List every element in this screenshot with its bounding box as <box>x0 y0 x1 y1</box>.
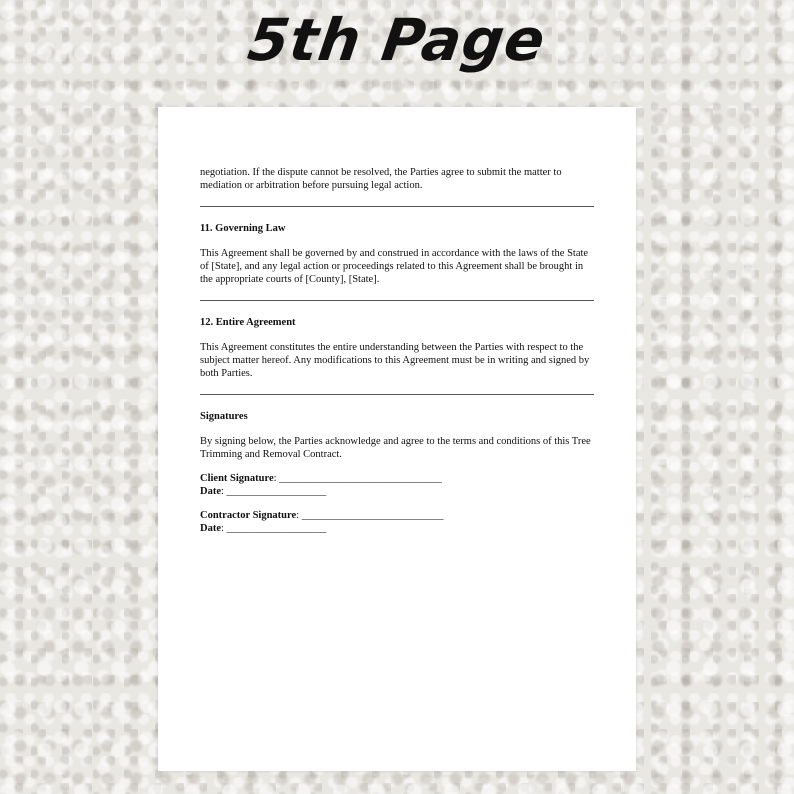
client-date-label: Date <box>200 486 221 497</box>
section-heading-signatures: Signatures <box>200 411 248 422</box>
document-page <box>158 107 636 771</box>
intro-paragraph: negotiation. If the dispute cannot be resolved, the Parties agree to submit the matter to mediation or arbitration before pursuing legal action. <box>200 167 562 191</box>
section-divider <box>200 394 594 395</box>
contractor-signature-line <box>200 509 594 522</box>
section-divider <box>200 206 594 207</box>
section-divider <box>200 300 594 301</box>
client-signature-line <box>200 472 594 485</box>
contractor-date-label: Date <box>200 523 221 534</box>
section-body-governing-law: This Agreement shall be governed by and construed in accordance with the laws of the State of [State], and any legal action or proceedings related to this Agreement shall be brought in the appropriate courts of [County], [State]. <box>200 248 589 285</box>
contractor-date-blank: : ___________________ <box>221 523 327 534</box>
section-heading-entire-agreement: 12. Entire Agreement <box>200 317 296 328</box>
document-content <box>200 166 594 535</box>
page-banner-title: 5th Page <box>244 6 550 74</box>
contractor-signature-blank: : ___________________________ <box>296 510 444 521</box>
contractor-signature-label: Contractor Signature <box>200 510 297 521</box>
client-date-line <box>200 485 594 498</box>
client-date-blank: : ___________________ <box>221 486 327 497</box>
contractor-date-line <box>200 522 594 535</box>
section-body-signatures: By signing below, the Parties acknowledge and agree to the terms and conditions of this Tree Trimming and Removal Contract. <box>200 436 591 460</box>
client-signature-blank: : _______________________________ <box>273 473 442 484</box>
section-body-entire-agreement: This Agreement constitutes the entire understanding between the Parties with respect to the subject matter hereof. Any modifications to this Agreement must be in writing and signed by both Parties. <box>200 342 590 379</box>
client-signature-label: Client Signature <box>200 473 274 484</box>
signature-spacer <box>200 498 594 509</box>
section-heading-governing-law: 11. Governing Law <box>200 223 286 234</box>
